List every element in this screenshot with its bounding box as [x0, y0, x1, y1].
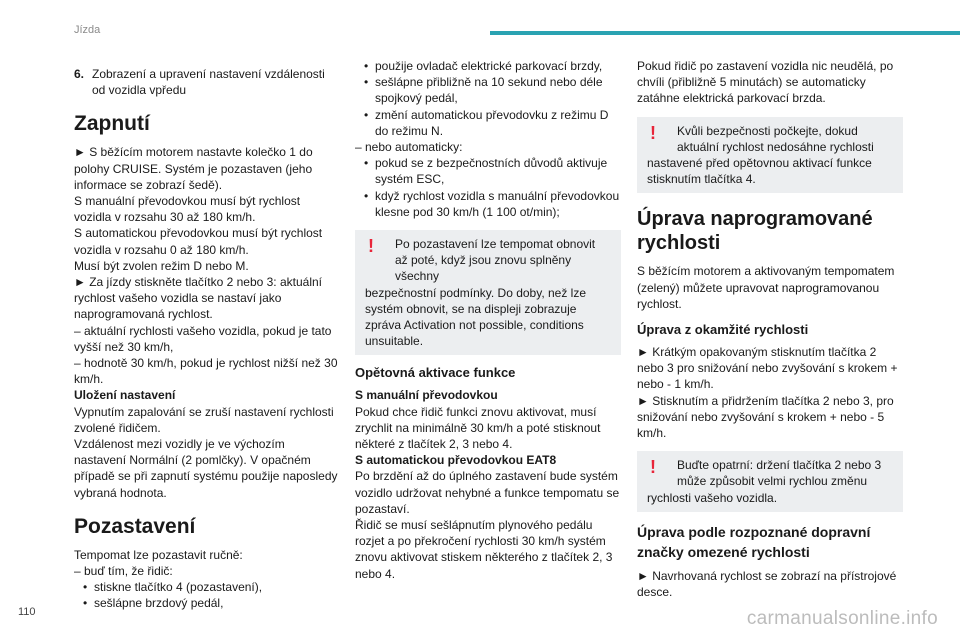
subheading-ulozeni: Uložení nastavení: [74, 388, 176, 403]
warning-box: [637, 451, 903, 512]
heading-uprava-rychlosti: Úprava naprogramované rychlosti: [637, 208, 873, 255]
warning-icon: !: [368, 236, 374, 257]
paragraph: Po brzdění až do úplného zastavení bude systém vozidlo udržovat nehybné a funkce tempomatu se pozastaví.: [355, 469, 620, 516]
paragraph: Vypnutím zapalování se zruší nastavení rychlosti zvolené řidičem.: [74, 404, 334, 435]
column-right: [637, 58, 903, 600]
paragraph: ► Krátkým opakovaným stisknutím tlačítka 2 nebo 3 pro snižování nebo zvyšování s krokem + nebo - 1 km/h.: [637, 345, 898, 392]
subheading-manual: S manuální převodovkou: [355, 388, 498, 403]
paragraph: – buď tím, že řidič:: [74, 564, 173, 579]
warning-icon: !: [650, 457, 656, 478]
paragraph: Vzdálenost mezi vozidly je ve výchozím nastavení Normální (2 pomlčky). V opačném případě se při zapnutí systému použije naposledy vybraná hodnota.: [74, 437, 338, 500]
list-item-text: Zobrazení a upravení nastavení vzdálenosti od vozidla vpředu: [92, 67, 325, 98]
header-accent-bar: [490, 31, 960, 35]
paragraph: ► S běžícím motorem nastavte kolečko 1 do polohy CRUISE. Systém je pozastaven (jeho informace se zobrazí šedě).: [74, 145, 313, 192]
column-middle: [355, 58, 621, 582]
warning-text: Buďte opatrní: držení tlačítka 2 nebo 3 může způsobit velmi rychlou změnu: [677, 458, 882, 489]
warning-text: Kvůli bezpečnosti počkejte, dokud aktuální rychlost nedosáhne rychlosti: [677, 123, 874, 154]
list-item: [74, 66, 340, 98]
subheading-auto: S automatickou převodovkou EAT8: [355, 453, 557, 468]
paragraph: – aktuální rychlosti vašeho vozidla, pokud je tato vyšší než 30 km/h,: [74, 323, 332, 354]
heading-pozastaveni: Pozastavení: [74, 514, 196, 538]
list-item-number: 6.: [74, 67, 85, 81]
paragraph: – hodnotě 30 km/h, pokud je rychlost nižší než 30 km/h.: [74, 356, 338, 387]
bullet-item: • pokud se z bezpečnostních důvodů aktivuje systém ESC,: [355, 155, 621, 187]
paragraph: Pokud chce řidič funkci znovu aktivovat, musí zrychlit na minimálně 30 km/h a poté stisknout některé z tlačítek 2, 3 nebo 4.: [355, 404, 601, 452]
paragraph: ► Stisknutím a přidržením tlačítka 2 nebo 3, pro snižování nebo zvyšování s krokem + nebo - 5 km/h.: [637, 393, 894, 441]
paragraph: S manuální převodovkou musí být rychlost vozidla v rozsahu 30 až 180 km/h.: [74, 194, 301, 225]
paragraph: ► Navrhovaná rychlost se zobrazí na přístrojové desce.: [637, 568, 897, 600]
page-number: 110: [18, 606, 36, 618]
warning-box: [637, 117, 903, 194]
paragraph: ► Za jízdy stiskněte tlačítko 2 nebo 3: aktuální rychlost vašeho vozidla se nastaví jako naprogramovaná rychlost.: [74, 275, 323, 322]
running-header: Jízda: [74, 24, 101, 36]
column-left: [74, 58, 340, 612]
bullet-item: • použije ovladač elektrické parkovací brzdy,: [355, 58, 621, 74]
warning-icon: !: [650, 122, 656, 143]
warning-text: bezpečnostní podmínky. Do doby, než lze systém obnovit, se na displeji zobrazuje zpráva Activation not possible, conditions unsuitable.: [365, 285, 587, 349]
paragraph: S běžícím motorem a aktivovaným tempomatem (zelený) můžete upravovat naprogramovanou rychlost.: [637, 264, 895, 311]
warning-text: Po pozastavení lze tempomat obnovit až poté, když jsou znovu splněny všechny: [395, 237, 596, 284]
warning-text: nastavené před opětovnou aktivací funkce stisknutím tlačítka 4.: [647, 156, 872, 187]
paragraph: – nebo automaticky:: [355, 140, 463, 155]
heading-zapnuti: Zapnutí: [74, 112, 150, 136]
heading-dopravni-znacky: Úprava podle rozpoznané dopravní značky omezené rychlosti: [637, 523, 871, 560]
bullet-item: • stiskne tlačítko 4 (pozastavení),: [74, 579, 340, 595]
bullet-item: • sešlápne brzdový pedál,: [74, 595, 340, 611]
bullet-item: • změní automatickou převodovku z režimu D do režimu N.: [355, 107, 621, 139]
warning-text: rychlosti vašeho vozidla.: [647, 490, 778, 505]
paragraph: Musí být zvolen režim D nebo M.: [74, 258, 249, 273]
bullet-item: • sešlápne přibližně na 10 sekund nebo déle spojkový pedál,: [355, 74, 621, 106]
paragraph: Řidič se musí sešlápnutím plynového pedálu rozjet a po překročení rychlosti 30 km/h systém znovu aktivovat stiskem některého z tlačítek 2, 3 nebo 4.: [355, 518, 613, 581]
paragraph: Tempomat lze pozastavit ručně:: [74, 547, 243, 562]
heading-opetovna-aktivace: Opětovná aktivace funkce: [355, 365, 516, 381]
paragraph: Pokud řidič po zastavení vozidla nic neudělá, po chvíli (přibližně 5 minutách) se automaticky zatáhne elektrická parkovací brzda.: [637, 59, 894, 106]
watermark: carmanualsonline.info: [746, 608, 938, 629]
bullet-item: • když rychlost vozidla s manuální převodovkou klesne pod 30 km/h (1 100 ot/min);: [355, 188, 621, 220]
heading-okamzite-rychlosti: Úprava z okamžité rychlosti: [637, 322, 809, 338]
warning-box: [355, 230, 621, 355]
paragraph: S automatickou převodovkou musí být rychlost vozidla v rozsahu 0 až 180 km/h.: [74, 226, 323, 257]
